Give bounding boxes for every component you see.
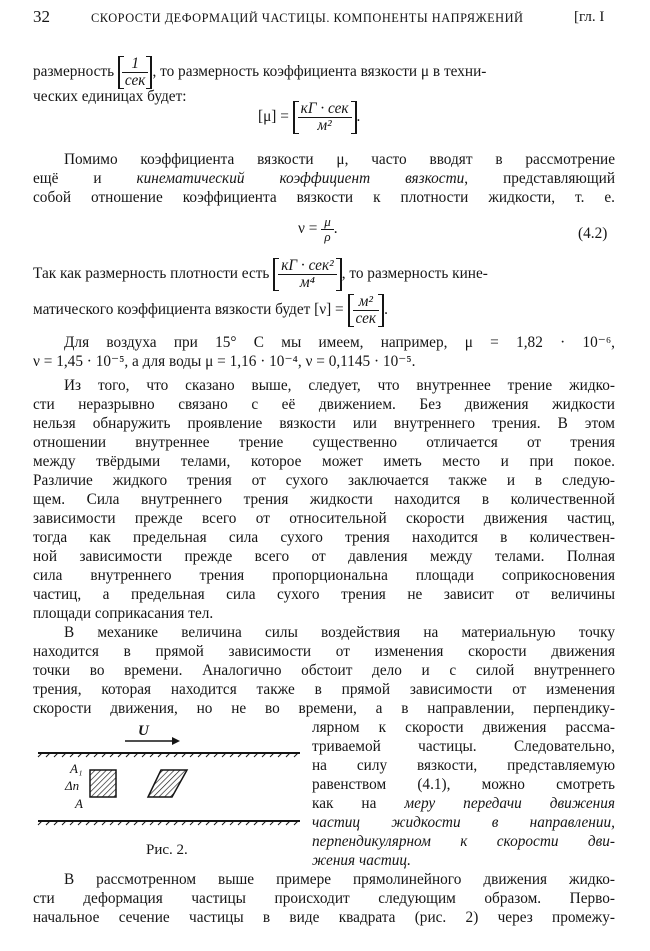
text-line: отношении внутреннее трение существенно отличается от трения [33, 434, 615, 451]
text-line: частиц, а предельная сила сухого трения не зависит от величины [33, 586, 615, 603]
text-line: ческих единицах будет: [33, 88, 187, 105]
text-line: Для воздуха при 15° С мы имеем, например, μ = 1,82 · 10⁻⁶, [64, 334, 615, 351]
text-line: Из того, что сказано выше, следует, что внутреннее трение жидко- [64, 377, 615, 394]
text-line: начальное сечение частицы в виде квадрата (рис. 2) через промежу- [33, 909, 615, 926]
text-line: зависимости прежде всего от относительной скорости движения частиц, [33, 510, 615, 527]
particle-initial [90, 770, 116, 797]
text-line: щем. Сила внутреннего трения жидкости находится в количественной [33, 491, 615, 508]
text-line: находится в прямой зависимости от изменения скорости движения [33, 643, 615, 660]
text-line: жения частиц. [312, 852, 411, 869]
text-line: собой отношение коэффициента вязкости к плотности жидкости, т. е. [33, 189, 615, 206]
label-dn: Δn [65, 778, 80, 793]
text-line: перпендикулярном к скорости дви- [312, 833, 615, 850]
text-line: ещё и кинематический коэффициент вязкости, представляющий [33, 170, 616, 187]
label-a: A [75, 796, 83, 811]
formula-kinematic-viscosity: ν = $\frac{\mu}{\rho}$ . [298, 214, 338, 244]
text-line: размерность $\frac{1}{\text{сек}}$ , то размерность коэффициента вязкости μ в техни- [33, 55, 487, 89]
text-line: сти неразрывно связано с её движением. Без движения жидкости [33, 396, 615, 413]
text-line: равенством (4.1), можно смотреть [312, 776, 615, 793]
text-line: лярном к скорости движения рассма- [312, 719, 615, 736]
text-line: частиц жидкости в направлении, [312, 814, 615, 831]
particle-deformed [148, 770, 187, 797]
text-line: точки во времени. Аналогично обстоит дело и с силой внутреннего [33, 662, 615, 679]
running-title: СКОРОСТИ ДЕФОРМАЦИЙ ЧАСТИЦЫ. КОМПОНЕНТЫ НАПРЯЖЕНИЙ [91, 11, 524, 25]
text-line: ν = 1,45 · 10⁻⁵, а для воды μ = 1,16 · 10⁻⁴, ν = 0,1145 · 10⁻⁵. [33, 353, 416, 370]
figure-caption: Рис. 2. [146, 842, 188, 858]
text-line: нельзя обнаружить проявление вязкости или внутреннего трения. В этом [33, 415, 615, 432]
text-line: как на меру передачи движения [312, 795, 615, 812]
equation-number: (4.2) [578, 225, 608, 242]
formula-viscosity-units: [μ] = $\frac{\text{кГ · сек}}{\text{м²}}$ . [258, 100, 361, 134]
arrow-head-icon [172, 737, 180, 745]
text-line: В механике величина силы воздействия на материальную точку [64, 624, 615, 641]
label-a1: A₁ [70, 761, 83, 776]
text-line: матического коэффициента вязкости будет [ν] = $\frac{\text{м²}}{\text{сек}}$ . [33, 293, 388, 327]
label-u: U [138, 723, 149, 739]
text-line: Так как размерность плотности есть $\frac{\text{кГ · сек²}}{\text{м⁴}}$ , то размерность кине- [33, 257, 488, 291]
page-number: 32 [33, 7, 50, 26]
text-line: Различие жидкого трения от сухого заключается также и в следую- [33, 472, 615, 489]
text-line: триваемой частицы. Следовательно, [312, 738, 615, 755]
text-line: Помимо коэффициента вязкости μ, часто вводят в рассмотрение [64, 151, 615, 168]
text-line: площади соприкасания тел. [33, 605, 214, 622]
text-line: ной зависимости прежде всего от давления между телами. Полная [33, 548, 615, 565]
text-line: тогда как предельная сила сухого трения находится в количествен- [33, 529, 615, 546]
figure-2 [30, 716, 310, 826]
text-line: В рассмотренном выше примере прямолинейного движения жидко- [64, 871, 615, 888]
text-line: между твёрдыми телами, которое может иметь место и при покое. [33, 453, 615, 470]
chapter-ref: [гл. I [574, 9, 605, 25]
text-line: сила внутреннего трения пропорциональна площади соприкосновения [33, 567, 615, 584]
text-line: трения, которая находится также в прямой зависимости от изменения [33, 681, 615, 698]
text-line: на силу вязкости, представляемую [312, 757, 615, 774]
text-line: сти деформация частицы происходит следующим образом. Перво- [33, 890, 615, 907]
text-line: скорости движения, но не во времени, а в направлении, перпендику- [33, 700, 615, 717]
